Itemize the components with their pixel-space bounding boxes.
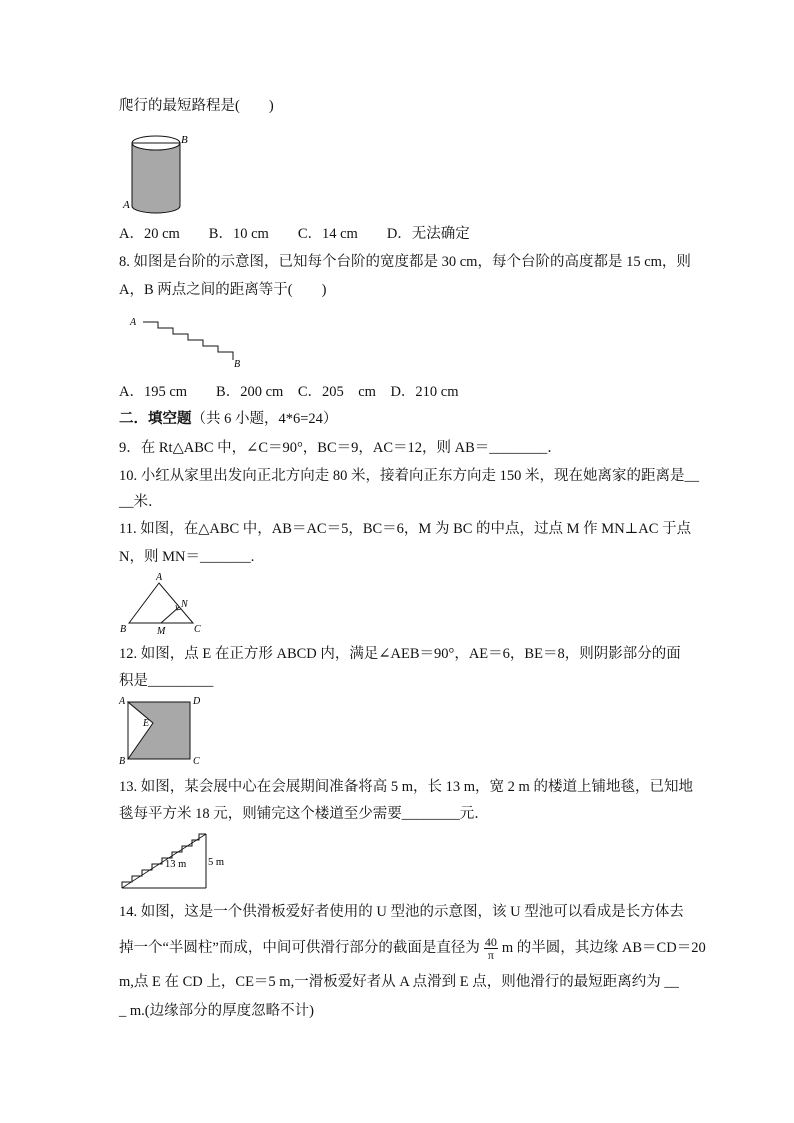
q7-label-a: A [123,199,130,211]
q7-stem-tail: 爬行的最短路程是( ) [119,98,274,114]
q8-stem-line1: 8. 如图是台阶的示意图，已知每个台阶的宽度都是 30 cm，每个台阶的高度都是 15 cm，则 [119,254,691,270]
q7-label-b: B [181,134,188,146]
q11-label-n: N [181,599,188,610]
q8-options: A．195 cm B．200 cm C．205 cm D．210 cm [119,384,459,400]
q13-line2: 毯每平方米 18 元，则铺完这个楼道至少需要________元． [119,806,489,822]
q11-label-b: B [120,624,127,635]
q14-line1: 14. 如图，这是一个供滑板爱好者使用的 U 型池的示意图，该 U 型池可以看成是长方体去 [119,904,684,920]
q14-frac-denominator: π [487,948,494,962]
section2-header [119,410,337,428]
q14-fraction [484,936,498,961]
q12-line1: 12. 如图，点 E 在正方形 ABCD 内，满足∠AEB＝90°，AE＝6，BE＝8，则阴影部分的面 [119,646,681,662]
q13-label-length: 13 m [165,859,187,870]
q14-line3: m,点 E 在 CD 上，CE＝5 m,一滑板爱好者从 A 点滑到 E 点，则他滑行的最短距离约为 __ [119,974,679,990]
q14-line2-pre: 掉一个“半圆柱”而成，中间可供滑行部分的截面是直径为 [119,939,480,956]
q12-label-b: B [119,756,126,767]
q8-label-b: B [234,359,241,370]
q8-stairs-figure [128,313,248,371]
q14-line2-post: m 的半圆，其边缘 AB＝CD＝20 [501,939,706,956]
q13-stair-carpet-figure [117,828,229,892]
q11-label-a: A [156,572,163,583]
q12-label-c: C [193,756,200,767]
q11-label-c: C [194,624,201,635]
q10-line1: 10. 小红从家里出发向正北方向走 80 米，接着向正东方向走 150 米，现在她离家的距离是__ [119,468,699,484]
q11-line2: N，则 MN＝_______. [119,549,255,565]
q12-line2: 积是_________ [119,673,214,689]
q13-line1: 13. 如图，某会展中心在会展期间准备将高 5 m，长 13 m，宽 2 m 的楼道上铺地毯，已知地 [119,779,693,795]
q12-label-e: E [143,718,150,729]
q11-label-m: M [157,626,166,637]
q14-frac-numerator: 40 [484,935,497,949]
q12-label-d: D [193,696,201,707]
section2-title: 二．填空题 [119,411,192,427]
q10-line2: __米． [119,494,163,510]
q14-line2 [119,936,706,961]
q14-line4: _ m.(边缘部分的厚度忽略不计) [119,1003,314,1019]
q11-line1: 11. 如图，在△ABC 中，AB＝AC＝5，BC＝6，M 为 BC 的中点，过点 M 作 MN⊥AC 于点 [119,521,692,537]
q7-options: A．20 cm B．10 cm C．14 cm D．无法确定 [119,226,470,242]
q13-label-height: 5 m [208,857,225,868]
q8-stem-line2: A，B 两点之间的距离等于( ) [119,282,327,298]
q9: 9．在 Rt△ABC 中，∠C＝90°，BC＝9，AC＝12，则 AB＝________． [119,440,562,456]
q12-label-a: A [119,696,126,707]
q11-triangle-figure [117,570,203,638]
q7-cylinder-figure [118,126,188,218]
section2-note: （共 6 小题，4*6=24） [191,411,338,427]
q12-square-figure [117,694,207,769]
q8-label-a: A [130,317,137,328]
